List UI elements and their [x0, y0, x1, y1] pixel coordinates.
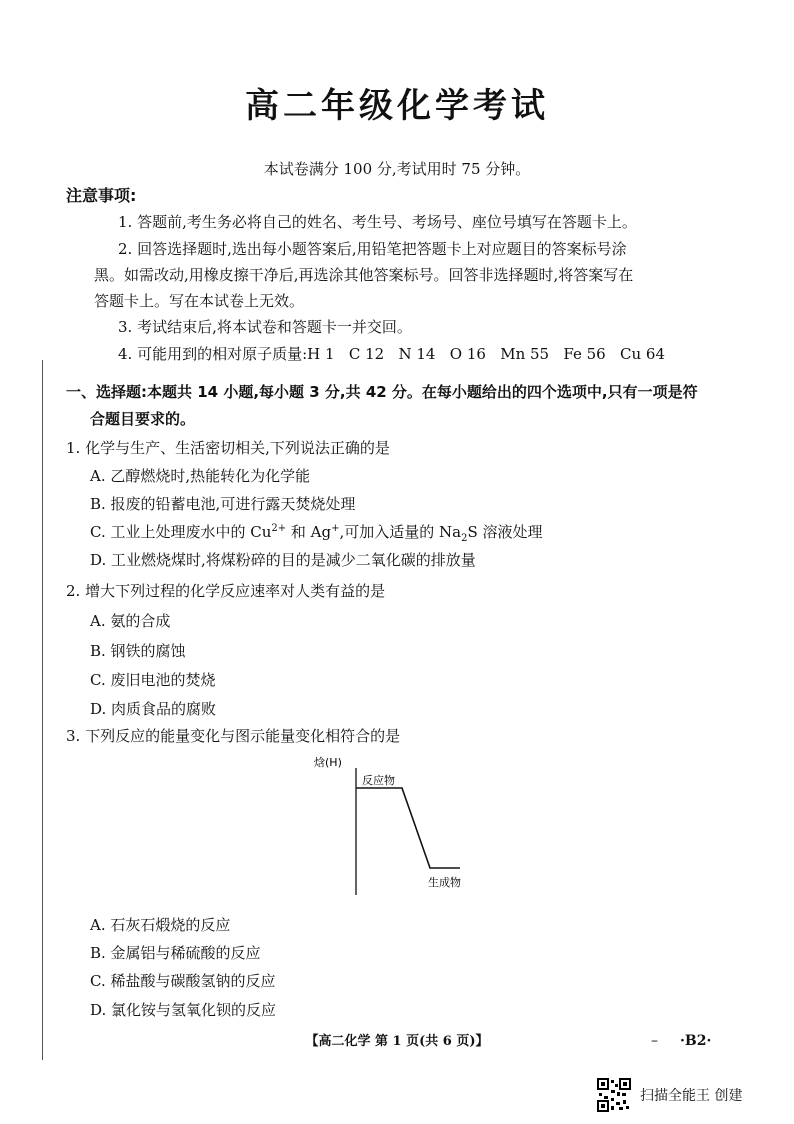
- option-c-text-3: ,可加入适量的 Na: [339, 523, 462, 541]
- notice-line-1: 1. 答题前,考生务必将自己的姓名、考生号、考场号、座位号填写在答题卡上。: [118, 213, 637, 231]
- question-2-option-c: C. 废旧电池的焚烧: [90, 671, 216, 689]
- cu-charge: 2+: [271, 523, 287, 534]
- notice-heading: 注意事项:: [66, 186, 137, 205]
- question-3-option-a: A. 石灰石煅烧的反应: [90, 916, 231, 934]
- exam-info: 本试卷满分 100 分,考试用时 75 分钟。: [263, 160, 531, 178]
- question-1-option-a: A. 乙醇燃烧时,热能转化为化学能: [90, 467, 311, 485]
- section-heading-cont: 合题目要求的。: [90, 410, 196, 428]
- notice-line-3: 黑。如需改动,用橡皮擦干净后,再选涂其他答案标号。回答非选择题时,将答案写在: [94, 266, 634, 284]
- question-2-option-b: B. 钢铁的腐蚀: [90, 642, 186, 660]
- ag-charge: +: [331, 523, 340, 534]
- notice-line-5: 3. 考试结束后,将本试卷和答题卡一并交回。: [118, 318, 412, 336]
- question-3-option-c: C. 稀盐酸与碳酸氢钠的反应: [90, 972, 276, 990]
- page-footer: 【高二化学 第 1 页(共 6 页)】: [305, 1034, 489, 1049]
- enthalpy-curve: [356, 788, 460, 868]
- paper-code: ·B2·: [680, 1033, 712, 1049]
- question-2-option-a: A. 氨的合成: [90, 612, 171, 630]
- margin-line: [42, 360, 43, 1060]
- question-1-option-d: D. 工业燃烧煤时,将煤粉碎的目的是减少二氧化碳的排放量: [90, 551, 476, 569]
- question-1-option-c: [90, 521, 543, 544]
- footer-dash: –: [651, 1033, 658, 1049]
- product-label: 生成物: [428, 876, 461, 889]
- question-3-option-d: D. 氯化铵与氢氧化钡的反应: [90, 1001, 277, 1019]
- section-heading: 一、选择题:本题共 14 小题,每小题 3 分,共 42 分。在每小题给出的四个选项中,只有一项是符: [66, 383, 698, 401]
- question-2-option-d: D. 肉质食品的腐败: [90, 700, 217, 718]
- question-3-option-b: B. 金属铝与稀硫酸的反应: [90, 944, 261, 962]
- page-title: 高二年级化学考试: [245, 86, 549, 126]
- notice-line-6: 4. 可能用到的相对原子质量:H 1 C 12 N 14 O 16 Mn 55 Fe 56 Cu 64: [118, 345, 666, 363]
- question-3-stem: 3. 下列反应的能量变化与图示能量变化相符合的是: [66, 727, 401, 745]
- energy-diagram: [310, 750, 490, 900]
- notice-line-4: 答题卡上。写在本试卷上无效。: [94, 292, 305, 310]
- y-axis-label: 焓(H): [314, 756, 342, 769]
- qr-code-icon: [597, 1078, 631, 1112]
- question-1-stem: 1. 化学与生产、生活密切相关,下列说法正确的是: [66, 439, 390, 457]
- notice-line-2: 2. 回答选择题时,选出每小题答案后,用铅笔把答题卡上对应题目的答案标号涂: [118, 240, 627, 258]
- scanner-watermark: 扫描全能王 创建: [640, 1088, 743, 1104]
- option-c-text-2: 和 Ag: [286, 523, 332, 541]
- question-2-stem: 2. 增大下列过程的化学反应速率对人类有益的是: [66, 582, 386, 600]
- na-subscript: 2: [461, 533, 468, 544]
- option-c-text-1: C. 工业上处理废水中的 Cu: [90, 523, 272, 541]
- question-1-option-b: B. 报废的铅蓄电池,可进行露天焚烧处理: [90, 495, 356, 513]
- reactant-label: 反应物: [362, 774, 395, 787]
- option-c-text-4: S 溶液处理: [467, 523, 543, 541]
